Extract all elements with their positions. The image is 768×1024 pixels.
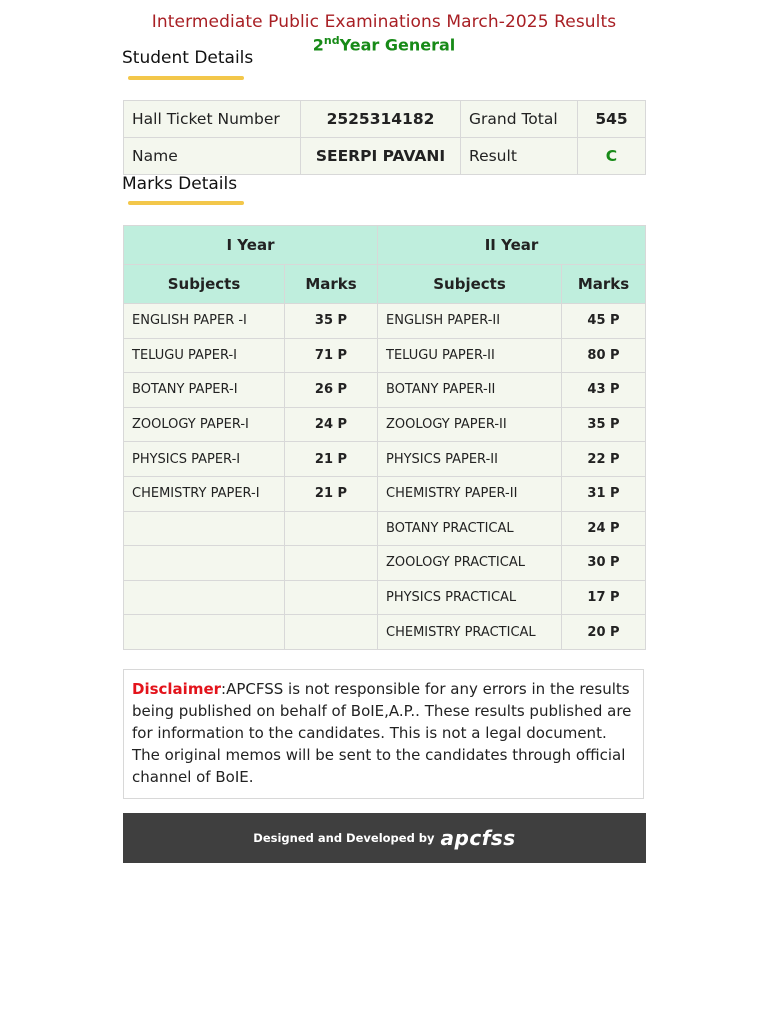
year2-subject-cell: BOTANY PRACTICAL: [378, 511, 562, 546]
table-row: [124, 615, 646, 650]
result-label: Result: [461, 138, 578, 175]
year2-mark-cell: 17 P: [562, 580, 646, 615]
year2-mark-cell: 43 P: [562, 373, 646, 408]
table-row: [124, 442, 646, 477]
year2-mark-cell: 20 P: [562, 615, 646, 650]
year1-mark-cell: [285, 511, 378, 546]
marks-table: [123, 225, 646, 650]
grand-total-label: Grand Total: [461, 101, 578, 138]
year2-subject-cell: PHYSICS PRACTICAL: [378, 580, 562, 615]
year1-mark-cell: [285, 615, 378, 650]
year1-subject-cell: [124, 615, 285, 650]
table-row: [124, 511, 646, 546]
year1-mark-cell: 21 P: [285, 476, 378, 511]
table-row: [124, 338, 646, 373]
year2-mark-cell: 45 P: [562, 304, 646, 339]
marks-details-heading: Marks Details: [122, 174, 238, 194]
disclaimer-label: Disclaimer: [132, 680, 222, 698]
footer-bar: [123, 813, 646, 863]
table-row: [124, 304, 646, 339]
year2-subject-cell: CHEMISTRY PAPER-II: [378, 476, 562, 511]
year-suffix: nd: [323, 34, 340, 47]
page-title: Intermediate Public Examinations March-2025 Results: [151, 12, 617, 32]
name-label: Name: [124, 138, 301, 175]
apcfss-logo: apcfss: [440, 826, 516, 850]
student-details-heading: Student Details: [122, 48, 254, 68]
year1-subject-cell: BOTANY PAPER-I: [124, 373, 285, 408]
year1-subject-cell: ZOOLOGY PAPER-I: [124, 407, 285, 442]
year1-mark-cell: 35 P: [285, 304, 378, 339]
year-label: Year General: [339, 35, 456, 55]
student-details-table: [123, 100, 646, 175]
grand-total-value: 545: [578, 101, 646, 138]
table-row: [124, 546, 646, 581]
year1-subject-cell: TELUGU PAPER-I: [124, 338, 285, 373]
hall-ticket-value: 2525314182: [301, 101, 461, 138]
year2-mark-cell: 80 P: [562, 338, 646, 373]
year1-mark-cell: 26 P: [285, 373, 378, 408]
year1-mark-cell: 24 P: [285, 407, 378, 442]
name-value: SEERPI PAVANI: [301, 138, 461, 175]
column-header-row: [124, 265, 646, 304]
year1-subjects-header: Subjects: [124, 265, 285, 304]
hall-ticket-label: Hall Ticket Number: [124, 101, 301, 138]
table-row: [124, 138, 646, 175]
year2-subject-cell: PHYSICS PAPER-II: [378, 442, 562, 477]
table-row: [124, 476, 646, 511]
year1-mark-cell: 71 P: [285, 338, 378, 373]
year1-subject-cell: [124, 511, 285, 546]
year2-subject-cell: BOTANY PAPER-II: [378, 373, 562, 408]
year2-mark-cell: 30 P: [562, 546, 646, 581]
year2-mark-cell: 24 P: [562, 511, 646, 546]
year2-mark-cell: 22 P: [562, 442, 646, 477]
year1-mark-cell: 21 P: [285, 442, 378, 477]
student-details-underline: [128, 76, 244, 80]
year1-subject-cell: [124, 546, 285, 581]
result-value: C: [578, 138, 646, 175]
year-number: 2: [312, 35, 324, 55]
year2-subject-cell: ZOOLOGY PRACTICAL: [378, 546, 562, 581]
table-row: [124, 101, 646, 138]
table-row: [124, 373, 646, 408]
year1-mark-cell: [285, 546, 378, 581]
year2-subjects-header: Subjects: [378, 265, 562, 304]
year1-mark-cell: [285, 580, 378, 615]
marks-details-underline: [128, 201, 244, 205]
year1-header: I Year: [124, 226, 378, 265]
year1-subject-cell: [124, 580, 285, 615]
page-subtitle: [0, 34, 768, 54]
year1-subject-cell: CHEMISTRY PAPER-I: [124, 476, 285, 511]
footer-credit-text: Designed and Developed by: [253, 831, 435, 845]
year2-header: II Year: [378, 226, 646, 265]
year2-subject-cell: ZOOLOGY PAPER-II: [378, 407, 562, 442]
year2-marks-header: Marks: [562, 265, 646, 304]
year2-subject-cell: CHEMISTRY PRACTICAL: [378, 615, 562, 650]
year1-marks-header: Marks: [285, 265, 378, 304]
table-row: [124, 407, 646, 442]
year2-mark-cell: 31 P: [562, 476, 646, 511]
year2-subject-cell: ENGLISH PAPER-II: [378, 304, 562, 339]
year2-mark-cell: 35 P: [562, 407, 646, 442]
year1-subject-cell: PHYSICS PAPER-I: [124, 442, 285, 477]
disclaimer-box: [123, 669, 644, 799]
year2-subject-cell: TELUGU PAPER-II: [378, 338, 562, 373]
disclaimer-text: :APCFSS is not responsible for any errors in the results being published on behalf of BoIE,A.P.. These results published are for information to the candidates. This is not a legal document. The original memos will be sent to the candidates through official channel of BoIE.: [132, 680, 632, 786]
table-row: [124, 580, 646, 615]
year1-subject-cell: ENGLISH PAPER -I: [124, 304, 285, 339]
year-header-row: [124, 226, 646, 265]
